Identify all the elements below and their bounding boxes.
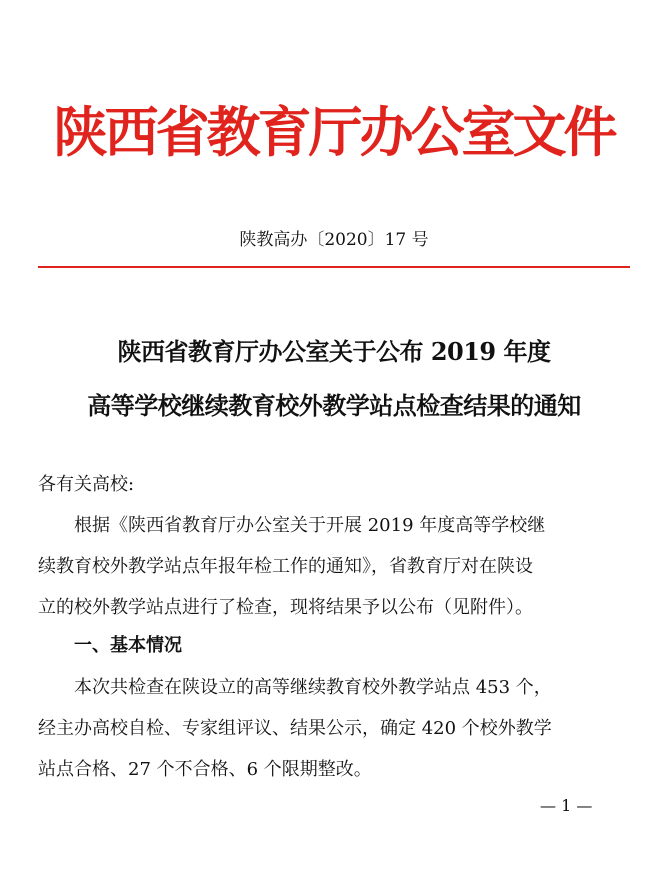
paragraph-line: 经主办高校自检、专家组评议、结果公示，确定 420 个校外教学 [38,718,552,739]
notice-title-line-1: 陕西省教育厅办公室关于公布 2019 年度 [117,337,551,366]
document-number: 陕教高办〔2020〕17 号 [239,230,429,250]
paragraph-line: 续教育校外教学站点年报年检工作的通知》，省教育厅对在陕设 [38,556,533,577]
paragraph-line: 本次共检查在陕设立的高等继续教育校外教学站点 453 个， [74,677,552,698]
paragraph-line: 根据《陕西省教育厅办公室关于开展 2019 年度高等学校继 [74,515,546,536]
page-number: — 1 — [540,796,593,815]
notice-title-line-2: 高等学校继续教育校外教学站点检查结果的通知 [87,391,581,420]
paragraph-line: 站点合格、27 个不合格、6 个限期整改。 [38,759,372,780]
red-divider-rule [38,266,630,268]
section-heading-basic-info: 一、基本情况 [74,635,182,656]
paragraph-basic-info [38,667,630,790]
masthead-title: 陕西省教育厅办公室文件 [53,100,615,164]
addressee: 各有关高校: [38,474,135,495]
paragraph-intro [38,505,630,628]
paragraph-line: 立的校外教学站点进行了检查，现将结果予以公布（见附件）。 [38,597,533,618]
